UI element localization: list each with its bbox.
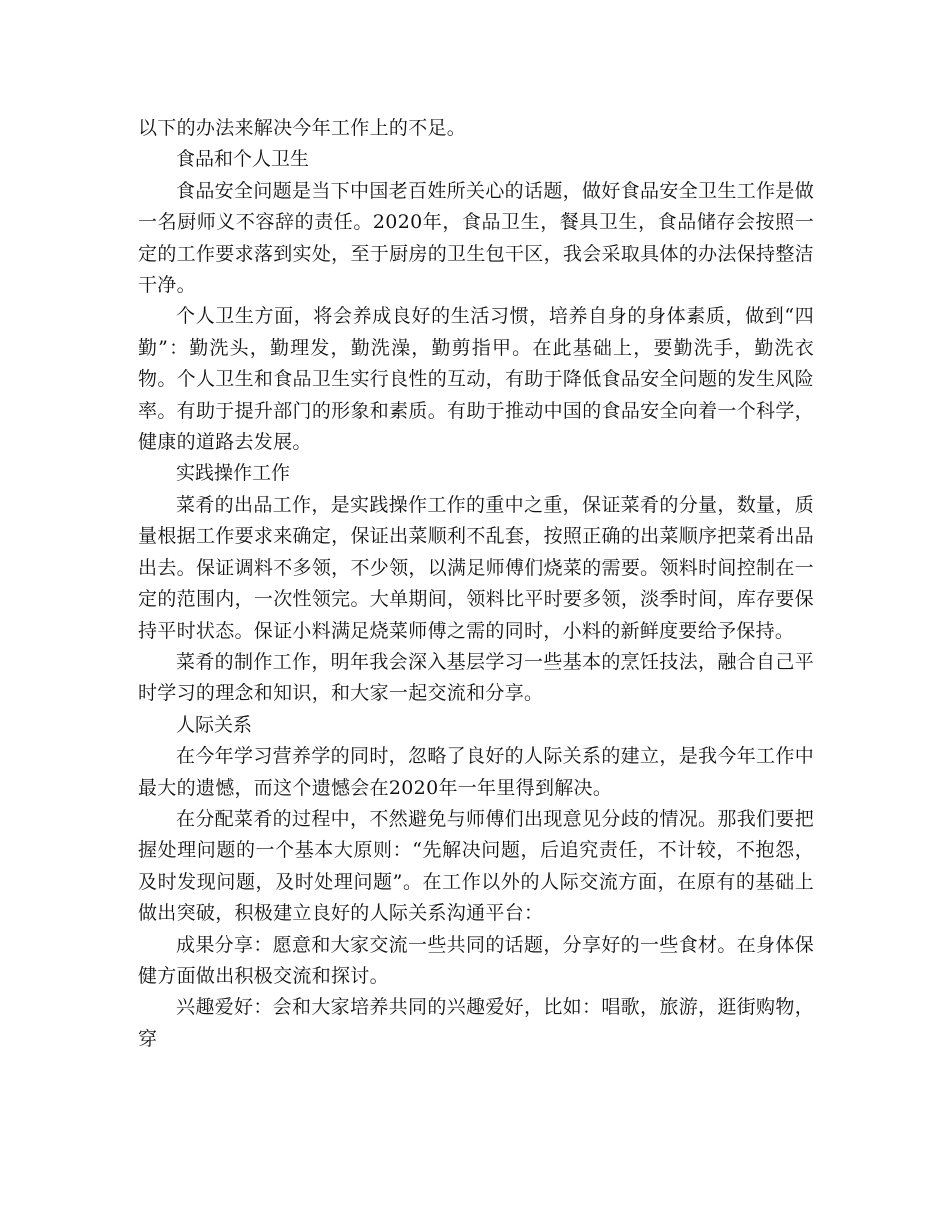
paragraph: 在今年学习营养学的同时，忽略了良好的人际关系的建立，是我今年工作中最大的遗憾，而这个遗憾会在2020年一年里得到解决。 xyxy=(138,745,814,799)
section-heading-practical-work: 实践操作工作 xyxy=(176,462,291,485)
paragraph: 成果分享：愿意和大家交流一些共同的话题，分享好的一些食材。在身体保健方面做出积极交流和探讨。 xyxy=(138,933,814,987)
paragraph: 食品安全问题是当下中国老百姓所关心的话题，做好食品安全卫生工作是做一名厨师义不容辞的责任。2020年，食品卫生，餐具卫生，食品储存会按照一定的工作要求落到实处，至于厨房的卫生包干区，我会采取具体的办法保持整洁干净。 xyxy=(138,179,814,297)
paragraph: 以下的办法来解决今年工作上的不足。 xyxy=(138,117,467,139)
paragraph: 个人卫生方面，将会养成良好的生活习惯，培养自身的身体素质，做到“四勤”：勤洗头，勤理发，勤洗澡，勤剪指甲。在此基础上，要勤洗手，勤洗衣物。个人卫生和食品卫生实行良性的互动，有助于降低食品安全问题的发生风险率。有助于提升部门的形象和素质。有助于推动中国的食品安全向着一个科学，健康的道路去发展。 xyxy=(138,305,814,454)
section-heading-relationships: 人际关系 xyxy=(176,713,253,736)
paragraph: 兴趣爱好：会和大家培养共同的兴趣爱好，比如：唱歌，旅游，逛街购物，穿 xyxy=(138,996,814,1050)
paragraph: 在分配菜肴的过程中，不然避免与师傅们出现意见分歧的情况。那我们要把握处理问题的一个基本大原则：“先解决问题，后追究责任，不计较，不抱怨，及时发现问题，及时处理问题”。在工作以外的人际交流方面，在原有的基础上做出突破，积极建立良好的人际关系沟通平台： xyxy=(138,807,814,925)
paragraph: 菜肴的制作工作，明年我会深入基层学习一些基本的烹饪技法，融合自己平时学习的理念和知识，和大家一起交流和分享。 xyxy=(138,650,814,705)
document-body xyxy=(138,113,814,1055)
paragraph: 菜肴的出品工作，是实践操作工作的重中之重，保证菜肴的分量，数量，质量根据工作要求来确定，保证出菜顺利不乱套，按照正确的出菜顺序把菜肴出品出去。保证调料不多领，不少领，以满足师傅们烧菜的需要。领料时间控制在一定的范围内，一次性领完。大单期间，领料比平时要多领，淡季时间，库存要保持平时状态。保证小料满足烧菜师傅之需的同时，小料的新鲜度要给予保持。 xyxy=(138,493,814,642)
section-heading-food-hygiene: 食品和个人卫生 xyxy=(176,148,310,171)
